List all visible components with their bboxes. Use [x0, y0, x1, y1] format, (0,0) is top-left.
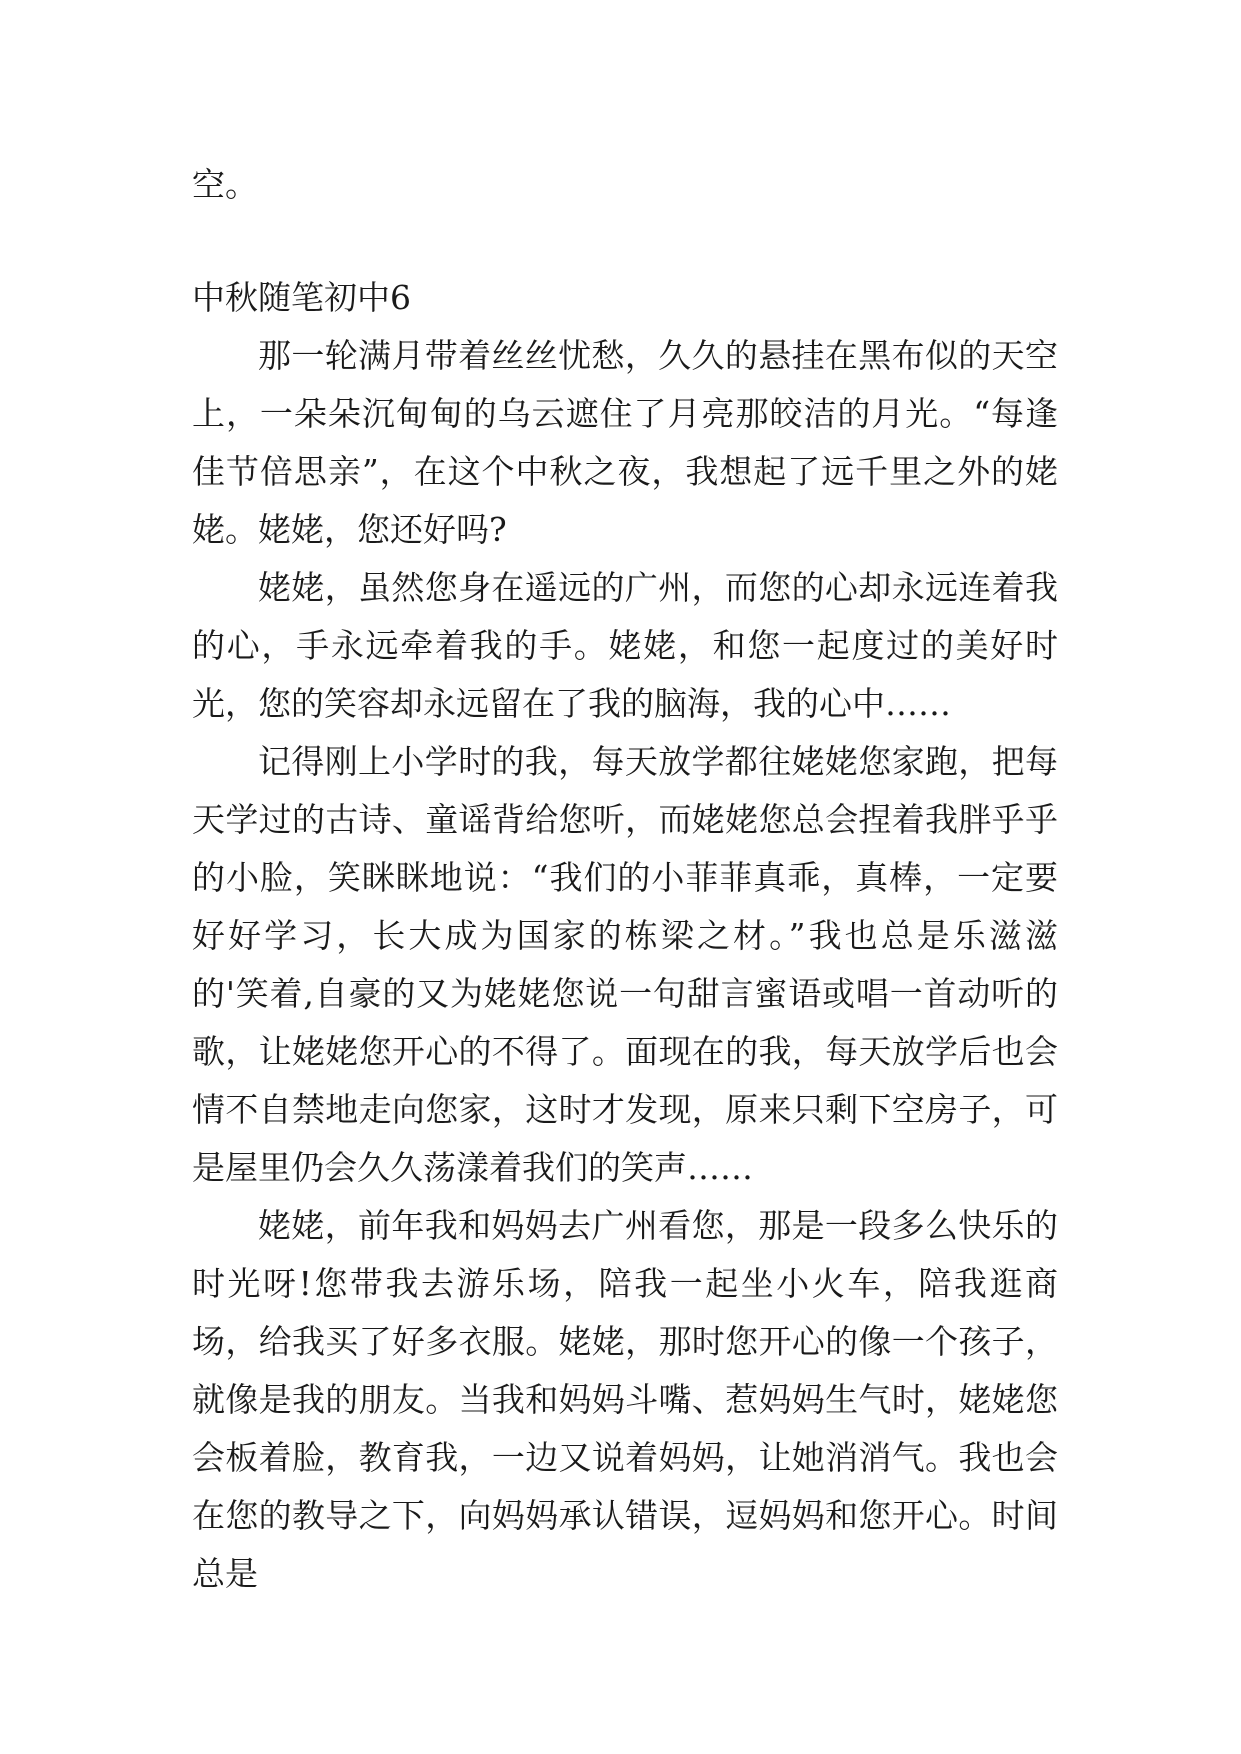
paragraph: 姥姥，前年我和妈妈去广州看您，那是一段多么快乐的时光呀!您带我去游乐场，陪我一起坐小火车，陪我逛商场，给我买了好多衣服。姥姥，那时您开心的像一个孩子，就像是我的朋友。当我和妈妈斗嘴、惹妈妈生气时，姥姥您会板着脸，教育我，一边又说着妈妈，让她消消气。我也会在您的教导之下，向妈妈承认错误，逗妈妈和您开心。时间总是 — [192, 1206, 1058, 1593]
article-body — [192, 327, 1058, 1603]
section-title: 中秋随笔初中6 — [192, 278, 411, 317]
paragraph: 那一轮满月带着丝丝忧愁，久久的悬挂在黑布似的天空上，一朵朵沉甸甸的乌云遮住了月亮那皎洁的月光。“每逢佳节倍思亲”，在这个中秋之夜，我想起了远千里之外的姥姥。姥姥，您还好吗? — [192, 336, 1058, 549]
paragraph: 记得刚上小学时的我，每天放学都往姥姥您家跑，把每天学过的古诗、童谣背给您听，而姥姥您总会捏着我胖乎乎的小脸，笑眯眯地说：“我们的小菲菲真乖，真棒，一定要好好学习，长大成为国家的栋梁之材。”我也总是乐滋滋的'笑着,自豪的又为姥姥您说一句甜言蜜语或唱一首动听的歌，让姥姥您开心的不得了。面现在的我，每天放学后也会情不自禁地走向您家，这时才发现，原来只剩下空房子，可是屋里仍会久久荡漾着我们的笑声…… — [192, 742, 1058, 1187]
paragraph: 姥姥，虽然您身在遥远的广州，而您的心却永远连着我的心，手永远牵着我的手。姥姥，和您一起度过的美好时光，您的笑容却永远留在了我的脑海，我的心中…… — [192, 568, 1058, 723]
continued-text-fragment: 空。 — [192, 165, 258, 204]
